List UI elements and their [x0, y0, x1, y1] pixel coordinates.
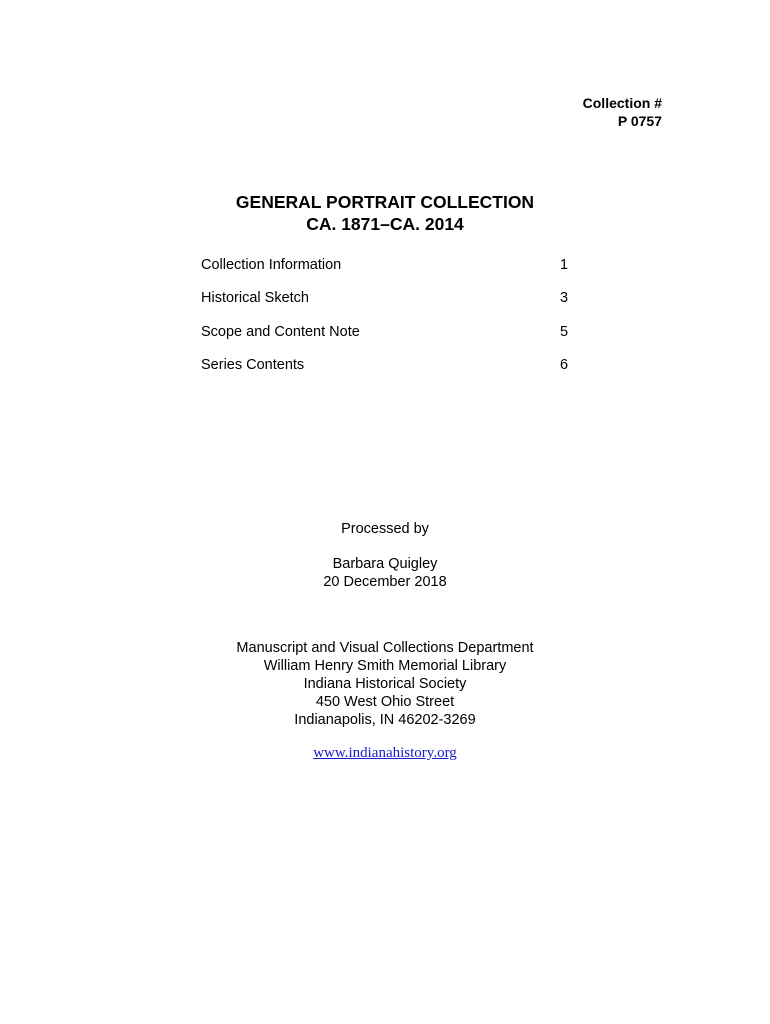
toc-entry-label: Collection Information [201, 257, 342, 273]
collection-id [583, 94, 662, 130]
toc-entry-page: 1 [560, 257, 569, 273]
toc-entry-label: Historical Sketch [201, 290, 309, 307]
library-name: William Henry Smith Memorial Library [263, 658, 507, 674]
toc-row [201, 323, 581, 356]
toc-entry-page: 5 [560, 323, 569, 340]
processing-date: 20 December 2018 [323, 574, 447, 590]
collection-number: P 0757 [617, 113, 662, 129]
title-line-1: GENERAL PORTRAIT COLLECTION [235, 192, 535, 212]
toc-row [201, 356, 581, 389]
toc-entry-label: Series Contents [201, 356, 305, 373]
society-name: Indiana Historical Society [303, 676, 467, 692]
toc-entry-page: 3 [560, 290, 569, 307]
institution-address [0, 639, 770, 729]
processor-info [0, 555, 770, 591]
title-line-2: CA. 1871–CA. 2014 [306, 214, 464, 234]
website [0, 744, 770, 762]
city-address: Indianapolis, IN 46202-3269 [294, 712, 476, 728]
toc-entry-label: Scope and Content Note [201, 323, 360, 340]
document-title [0, 191, 770, 235]
street-address: 450 West Ohio Street [315, 694, 455, 710]
toc-entry-page: 6 [560, 356, 569, 373]
processor-name: Barbara Quigley [332, 556, 438, 572]
website-link[interactable]: www.indianahistory.org [313, 745, 457, 761]
table-of-contents [201, 256, 581, 389]
collection-label: Collection # [582, 95, 662, 111]
toc-row [201, 289, 581, 322]
department-name: Manuscript and Visual Collections Department [236, 640, 534, 656]
processed-by-label: Processed by [341, 521, 429, 537]
toc-row [201, 256, 581, 289]
